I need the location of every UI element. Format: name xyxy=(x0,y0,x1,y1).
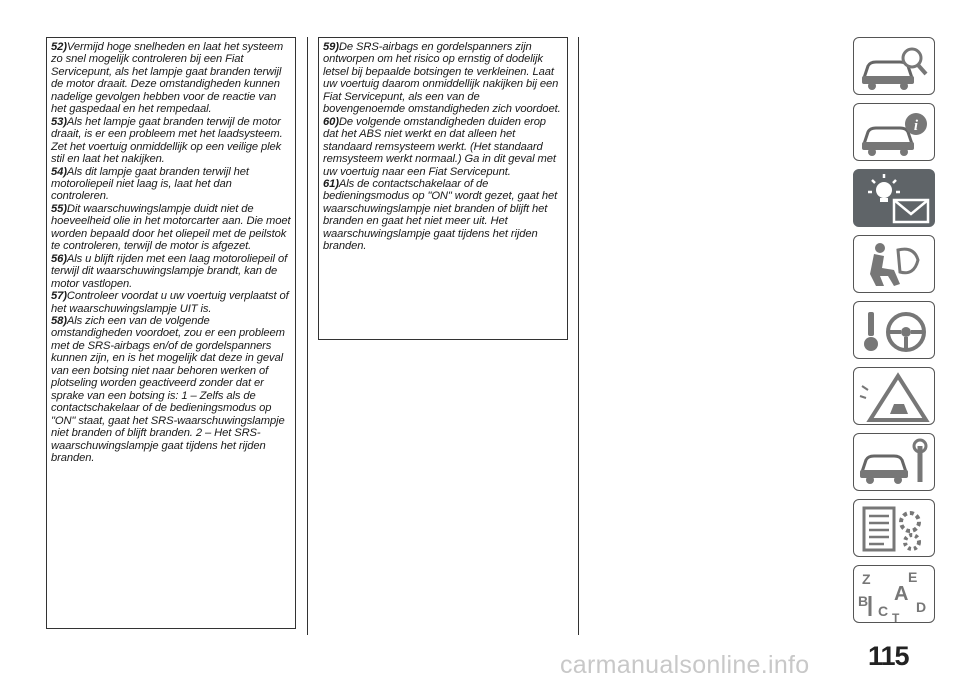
index-letter: E xyxy=(908,569,918,585)
note-54: 54)Als dit lampje gaat branden terwijl het motoroliepeil niet laag is, laat het dan controleren. xyxy=(51,165,249,203)
notes-column-middle xyxy=(318,37,568,340)
note-53: 53)Als het lampje gaat branden terwijl de motor draait, is er een probleem met het laadsysteem. Zet het voertuig onmiddellijk op een veilige plek stil en laat het nakijken. xyxy=(51,115,283,166)
index-letter: D xyxy=(916,599,927,615)
note-59: 59)De SRS-airbags en gordelspanners zijn ontworpen om het risico op ernstig of dodelijk letsel bij bepaalde botsingen te verkleinen. Laat uw voertuig daarom onmiddellijk nakijken bij een Fiat Servicepunt, als een van de bovengenoemde omstandigheden zich voordoet. xyxy=(323,41,561,116)
warning-light-icon xyxy=(854,170,936,228)
index-letter: C xyxy=(878,603,889,619)
tab-starting-driving[interactable] xyxy=(853,301,935,359)
index-letter: A xyxy=(894,583,909,605)
tab-car-info[interactable] xyxy=(853,103,935,161)
tab-car-search[interactable] xyxy=(853,37,935,95)
tab-emergency[interactable] xyxy=(853,367,935,425)
watermark: carmanualsonline.info xyxy=(560,651,810,679)
column-divider xyxy=(578,37,579,635)
car-service-icon xyxy=(854,434,936,492)
tab-warning-lights[interactable] xyxy=(853,169,935,227)
column-divider xyxy=(307,37,308,635)
notes-column-left xyxy=(46,37,296,629)
tab-technical-data[interactable] xyxy=(853,499,935,557)
tab-index[interactable] xyxy=(853,565,935,623)
specifications-icon xyxy=(854,500,936,558)
page-number: 115 xyxy=(868,641,909,671)
note-61: 61)Als de contactschakelaar of de bedieningsmodus op "ON" wordt gezet, gaat het waarschuwingslampje niet branden of blijft het branden en gaat het niet meer uit. Het waarschuwingslampje gaat tijdens het rijden branden. xyxy=(323,177,558,253)
note-56: 56)Als u blijft rijden met een laag motoroliepeil of terwijl dit waarschuwingslampje brandt, kan de motor vastlopen. xyxy=(51,252,288,290)
index-letter: B xyxy=(858,593,869,609)
index-letter: T xyxy=(892,611,900,624)
index-letter: Z xyxy=(862,571,871,587)
note-60: 60)De volgende omstandigheden duiden erop dat het ABS niet werkt en dat alleen het standaard remsysteem werkt. (Het standaard remsysteem werkt normaal.) Ga in dit geval met uw voertuig naar een Fiat Servicepunt. xyxy=(323,115,556,178)
car-search-icon xyxy=(854,38,936,96)
warning-triangle-icon xyxy=(854,368,936,426)
tab-maintenance[interactable] xyxy=(853,433,935,491)
svg-text:i: i xyxy=(913,118,919,134)
note-58: 58)Als zich een van de volgende omstandigheden voordoet, zou er een probleem met de SRS-airbags en/of de gordelspanners kunnen zijn, en is het mogelijk dat deze in geval van een botsing niet naar behoren werken of plotseling worden geactiveerd zonder dat er sprake van een botsing is: 1 – Zelfs als de contactschakelaar of de bedieningsmodus op "ON" staat, gaat het SRS-waarschuwingslampje niet branden of blijft branden. 2 – Het SRS-waarschuwingslampje gaat tijdens het rijden branden. xyxy=(51,314,285,464)
tab-safety[interactable] xyxy=(853,235,935,293)
steering-wheel-key-icon xyxy=(854,302,936,360)
car-info-icon xyxy=(854,104,936,162)
note-55: 55)Dit waarschuwingslampje duidt niet de hoeveelheid olie in het motorcarter aan. Die moet worden bepaald door het oliepeil met de peilstok te controleren, terwijl de motor is afgezet. xyxy=(51,202,291,253)
alphabetical-index-icon xyxy=(854,566,936,624)
airbag-seat-icon xyxy=(854,236,936,294)
note-57: 57)Controleer voordat u uw voertuig verplaatst of het waarschuwingslampje UIT is. xyxy=(51,290,289,315)
note-52: 52)Vermijd hoge snelheden en laat het systeem zo snel mogelijk controleren bij een Fiat Servicepunt, als het lampje gaat branden terwijl de motor draait. Deze omstandigheden kunnen nadelige gevolgen hebben voor de reactie van het gaspedaal en het rempedaal. xyxy=(51,41,284,116)
